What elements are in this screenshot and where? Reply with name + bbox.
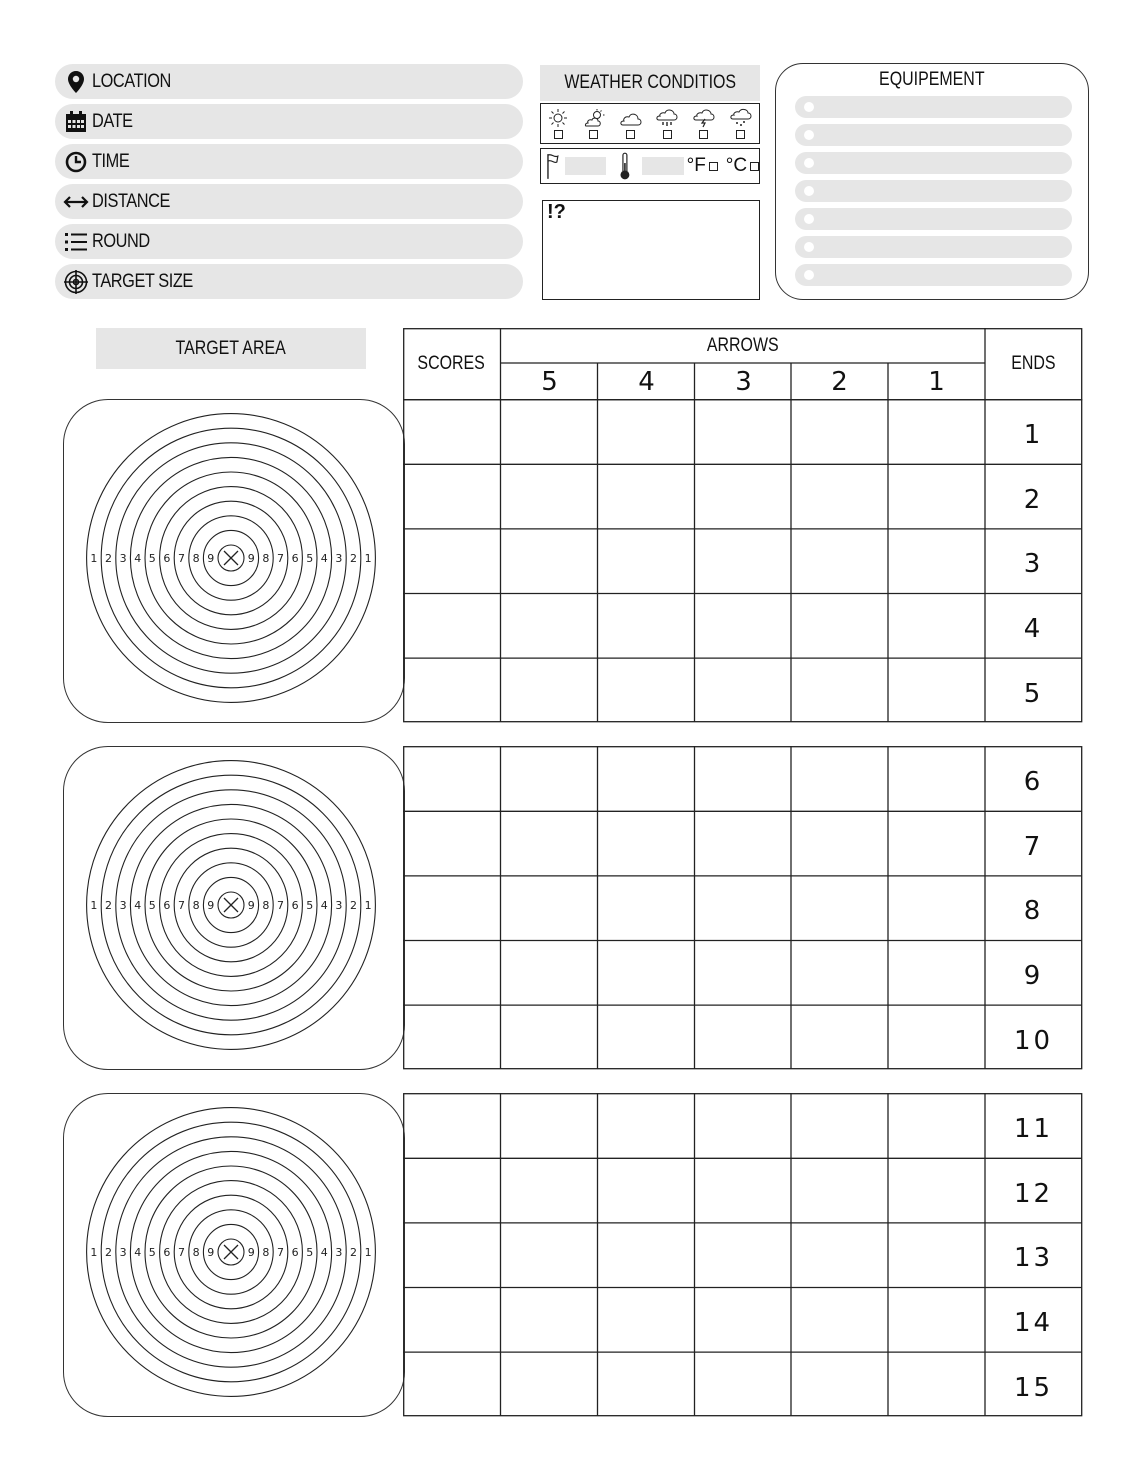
ring-number: 4: [320, 899, 328, 912]
ring-number: 2: [105, 899, 112, 912]
end-number: 6: [1023, 767, 1044, 798]
ring-number: 7: [178, 1246, 185, 1259]
score-grid[interactable]: [403, 1093, 1083, 1418]
ring-number: 3: [119, 1246, 127, 1259]
target-face: [64, 400, 404, 722]
end-number: 3: [1023, 549, 1044, 580]
cloudy-icon: [619, 108, 643, 128]
bullseye-x-mark: [224, 1245, 238, 1259]
weather-option-thunderstorm[interactable]: [692, 108, 716, 139]
equipment-line[interactable]: [795, 264, 1072, 286]
end-number: 2: [1023, 484, 1044, 515]
end-number: 1: [1023, 420, 1044, 451]
score-grid[interactable]: [403, 746, 1083, 1071]
scores-header: SCORES: [417, 353, 486, 374]
ring-number: 8: [192, 899, 200, 912]
equipment-line[interactable]: [795, 124, 1072, 146]
bullseye-x-mark: [224, 551, 238, 565]
time-label: TIME: [92, 150, 130, 172]
date-field[interactable]: [55, 104, 523, 139]
weather-conditions-row: [540, 103, 760, 144]
equipment-line[interactable]: [795, 180, 1072, 202]
ring-number: 3: [335, 552, 343, 565]
crosshair-icon: [63, 269, 89, 295]
ring-number: 2: [105, 552, 112, 565]
ring-number: 7: [277, 1246, 284, 1259]
ring-number: 6: [163, 899, 171, 912]
ring-number: 5: [306, 1246, 314, 1259]
wind-temperature-row: [540, 148, 760, 184]
ring-number: 1: [90, 1246, 98, 1259]
distance-field[interactable]: [55, 184, 523, 219]
ring-number: 7: [277, 899, 284, 912]
fahrenheit-checkbox[interactable]: [709, 162, 718, 171]
end-number: 8: [1023, 896, 1044, 927]
target-face: [64, 747, 404, 1069]
time-field[interactable]: [55, 144, 523, 179]
end-number: 15: [1013, 1372, 1054, 1403]
weather-option-cloudy[interactable]: [619, 108, 643, 139]
ring-number: 4: [134, 899, 142, 912]
calendar-icon: [63, 109, 89, 135]
rain-icon: [655, 108, 679, 128]
location-label: LOCATION: [92, 70, 171, 92]
ring-number: 6: [291, 1246, 299, 1259]
ring-number: 9: [207, 552, 215, 565]
arrow-number: 3: [735, 367, 752, 397]
arrow-number: 1: [928, 367, 945, 397]
wind-input[interactable]: [565, 157, 607, 175]
round-label: ROUND: [92, 230, 150, 252]
equipment-line[interactable]: [795, 96, 1072, 118]
ring-number: 7: [178, 899, 185, 912]
end-number: 11: [1013, 1114, 1054, 1145]
ends-header: ENDS: [1011, 353, 1056, 374]
ring-number: 7: [178, 552, 185, 565]
target-size-field[interactable]: [55, 264, 523, 299]
equipment-line[interactable]: [795, 208, 1072, 230]
ring-number: 4: [320, 552, 328, 565]
ring-number: 5: [148, 552, 156, 565]
ring-number: 6: [291, 552, 299, 565]
ring-number: 9: [247, 1246, 255, 1259]
ring-number: 9: [207, 1246, 215, 1259]
ring-number: 3: [335, 1246, 343, 1259]
ring-number: 3: [119, 552, 127, 565]
end-number: 10: [1013, 1025, 1054, 1056]
double-arrow-icon: [63, 189, 89, 215]
ring-number: 5: [306, 552, 314, 565]
ring-number: 9: [247, 899, 255, 912]
ring-number: 9: [207, 899, 215, 912]
checkbox[interactable]: [626, 130, 635, 139]
ring-number: 4: [320, 1246, 328, 1259]
ring-number: 1: [364, 899, 372, 912]
ring-number: 6: [291, 899, 299, 912]
weather-option-sunny[interactable]: [547, 108, 569, 139]
ring-number: 5: [148, 1246, 156, 1259]
ring-number: 2: [105, 1246, 112, 1259]
equipment-panel: [775, 63, 1089, 300]
end-number: 12: [1013, 1178, 1054, 1209]
ring-number: 6: [163, 1246, 171, 1259]
ring-number: 5: [148, 899, 156, 912]
arrow-number: 5: [541, 367, 558, 397]
target-drawing-area[interactable]: [63, 399, 405, 723]
ring-number: 4: [134, 1246, 142, 1259]
end-number: 13: [1013, 1243, 1054, 1274]
fahrenheit-label: °F: [686, 155, 706, 176]
list-icon: [63, 229, 89, 255]
ring-number: 8: [192, 1246, 200, 1259]
target-face: [64, 1094, 404, 1416]
weather-notes-box[interactable]: [542, 200, 760, 300]
notes-symbol: !?: [547, 201, 566, 223]
checkbox[interactable]: [589, 130, 598, 139]
equipment-line[interactable]: [795, 152, 1072, 174]
end-number: 9: [1023, 961, 1044, 992]
end-number: 14: [1013, 1308, 1054, 1339]
arrow-number: 4: [638, 367, 655, 397]
temperature-input[interactable]: [642, 157, 684, 175]
ring-number: 2: [350, 552, 357, 565]
weather-option-rain[interactable]: [655, 108, 679, 139]
ring-number: 7: [277, 552, 284, 565]
round-field[interactable]: [55, 224, 523, 259]
clock-icon: [63, 149, 89, 175]
location-field[interactable]: [55, 64, 523, 99]
date-label: DATE: [92, 110, 133, 132]
ring-number: 1: [364, 1246, 372, 1259]
ring-number: 8: [262, 899, 270, 912]
partly-cloudy-icon: [582, 108, 606, 128]
ring-number: 3: [119, 899, 127, 912]
ring-number: 2: [350, 1246, 357, 1259]
ring-number: 5: [306, 899, 314, 912]
weather-option-partly-cloudy[interactable]: [582, 108, 606, 139]
weather-option-snow[interactable]: [729, 108, 753, 139]
end-number: 4: [1023, 614, 1044, 645]
distance-label: DISTANCE: [92, 190, 170, 212]
ring-number: 2: [350, 899, 357, 912]
ring-number: 8: [192, 552, 200, 565]
arrow-number: 2: [831, 367, 848, 397]
celsius-checkbox[interactable]: [750, 162, 759, 171]
ring-number: 4: [134, 552, 142, 565]
target-drawing-area[interactable]: [63, 1093, 405, 1417]
sunny-icon: [547, 108, 569, 128]
arrows-header: ARROWS: [706, 335, 779, 356]
equipment-line[interactable]: [795, 236, 1072, 258]
ring-number: 9: [247, 552, 255, 565]
wind-flag-icon: [545, 152, 561, 180]
weather-title: WEATHER CONDITIOS: [540, 65, 760, 101]
target-size-label: TARGET SIZE: [92, 270, 193, 292]
target-drawing-area[interactable]: [63, 746, 405, 1070]
end-number: 7: [1023, 831, 1044, 862]
ring-number: 6: [163, 552, 171, 565]
thermometer-icon: [618, 151, 632, 181]
checkbox[interactable]: [699, 130, 708, 139]
checkbox[interactable]: [663, 130, 672, 139]
score-grid[interactable]: [403, 399, 1083, 724]
equipment-title: EQUIPEMENT: [879, 69, 985, 90]
location-pin-icon: [63, 69, 89, 95]
celsius-label: °C: [725, 155, 748, 176]
checkbox[interactable]: [554, 130, 563, 139]
ring-number: 8: [262, 1246, 270, 1259]
score-table-header: [403, 328, 1082, 400]
target-area-label: TARGET AREA: [96, 328, 366, 369]
thunderstorm-icon: [692, 108, 716, 128]
ring-number: 1: [364, 552, 372, 565]
checkbox[interactable]: [736, 130, 745, 139]
ring-number: 3: [335, 899, 343, 912]
end-number: 5: [1023, 678, 1044, 709]
ring-number: 8: [262, 552, 270, 565]
snow-icon: [729, 108, 753, 128]
bullseye-x-mark: [224, 898, 238, 912]
ring-number: 1: [90, 552, 98, 565]
ring-number: 1: [90, 899, 98, 912]
